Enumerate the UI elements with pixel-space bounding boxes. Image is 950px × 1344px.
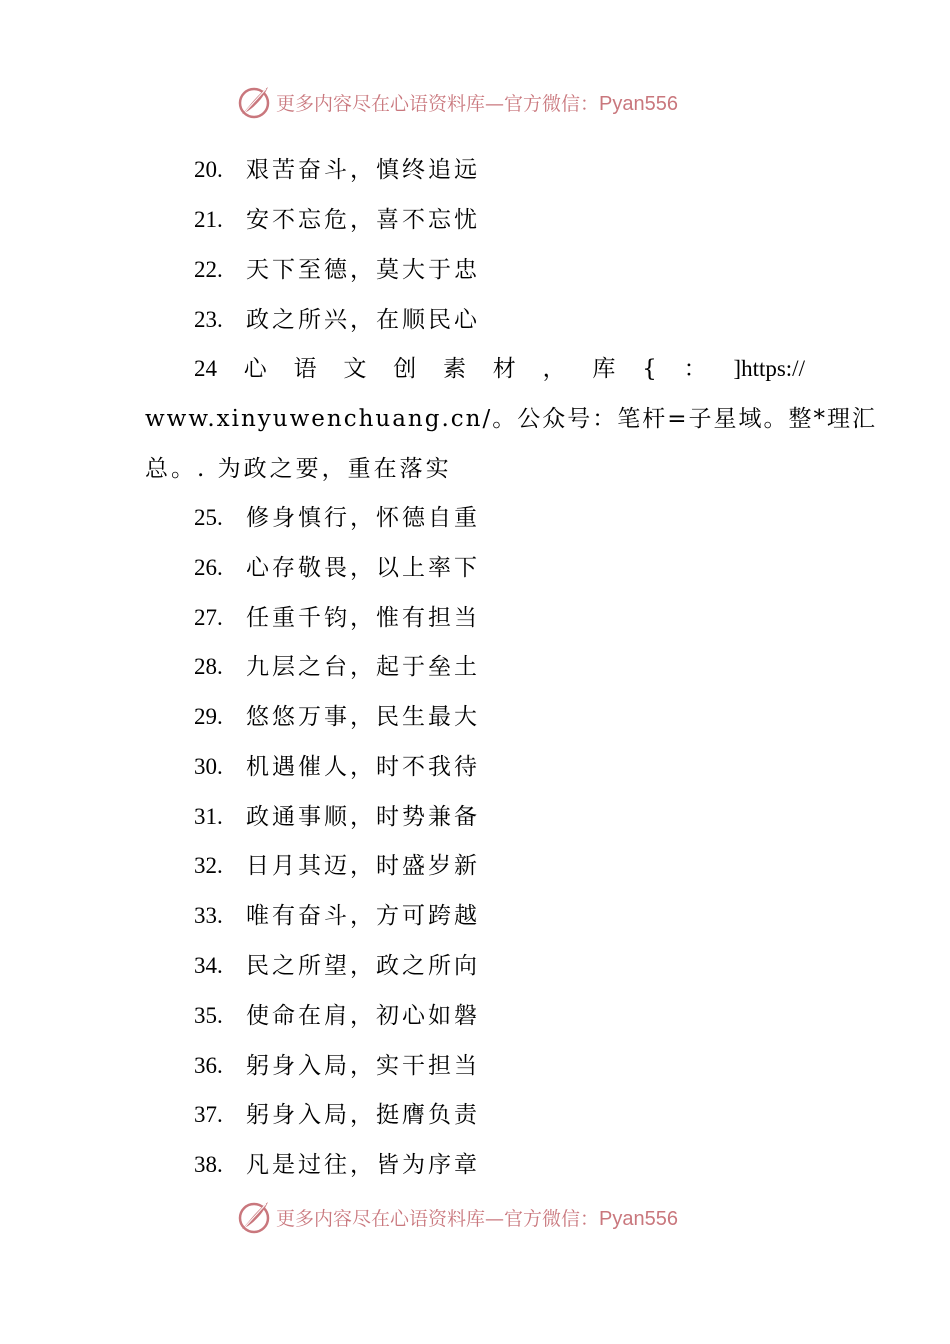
list-item — [194, 951, 480, 981]
item-text: 机遇催人，时不我待 — [246, 754, 480, 780]
item-text: 躬身入局，实干担当 — [246, 1053, 480, 1079]
item-text: 日月其迈，时盛岁新 — [246, 853, 480, 879]
header-banner-text — [276, 89, 678, 116]
list-item — [194, 1150, 480, 1180]
item-number: 29. — [194, 704, 223, 729]
item-text: 九层之台，起于垒土 — [246, 654, 480, 680]
item-text: 心存敬畏，以上率下 — [246, 555, 480, 581]
list-item — [194, 553, 480, 583]
item-number: 32. — [194, 853, 223, 878]
item-number: 38. — [194, 1152, 223, 1177]
list-item — [194, 752, 480, 782]
list-item — [194, 1001, 480, 1031]
item-text: 任重千钧，惟有担当 — [246, 605, 480, 631]
para-token: 库 — [592, 356, 616, 382]
para-token: 语 — [293, 356, 317, 382]
para-token: 创 — [393, 356, 417, 382]
footer-banner — [236, 1201, 678, 1239]
item-text: 唯有奋斗，方可跨越 — [246, 903, 480, 929]
list-item — [194, 901, 480, 931]
item-number: 20. — [194, 157, 223, 182]
header-banner — [236, 82, 678, 122]
para-token: { — [642, 356, 657, 382]
item-number: 27. — [194, 605, 223, 630]
item-number: 33. — [194, 903, 223, 928]
header-wechat-id: Pyan556 — [599, 92, 678, 115]
item-number: 23. — [194, 307, 223, 332]
item-number: 36. — [194, 1053, 223, 1078]
item-number: 35. — [194, 1003, 223, 1028]
item-text: 安不忘危，喜不忘忧 — [246, 207, 480, 233]
item-number: 22. — [194, 257, 223, 282]
footer-wechat-id: Pyan556 — [599, 1207, 678, 1230]
list-item — [194, 155, 480, 185]
quill-pen-icon — [236, 1201, 272, 1235]
item-text: 修身慎行，怀德自重 — [246, 505, 480, 531]
footer-banner-label: 更多内容尽在心语资料库—官方微信： — [276, 1207, 600, 1230]
item-number: 37. — [194, 1102, 223, 1127]
para-token: ： — [683, 356, 707, 382]
item-number: 34. — [194, 953, 223, 978]
list-item — [194, 652, 480, 682]
item-text: 使命在肩，初心如磐 — [246, 1003, 480, 1029]
para-token: 文 — [343, 356, 367, 382]
para-token: 24 — [194, 356, 217, 381]
list-item — [194, 1051, 480, 1081]
item-number: 30. — [194, 754, 223, 779]
list-item — [194, 702, 480, 732]
list-item — [194, 802, 480, 832]
list-item — [194, 503, 480, 533]
item-text: 政之所兴，在顺民心 — [246, 307, 480, 333]
paragraph-line-1 — [145, 344, 805, 394]
list-item — [194, 205, 480, 235]
para-token: 素 — [442, 356, 466, 382]
item-text: 悠悠万事，民生最大 — [246, 704, 480, 730]
item-text: 艰苦奋斗，慎终追远 — [246, 157, 480, 183]
para-token: ， — [542, 356, 566, 382]
list-item — [194, 255, 480, 285]
item-number: 21. — [194, 207, 223, 232]
paragraph-line-2: www.xinyuwenchuang.cn/。公众号：笔杆=子星域。整*理汇 — [145, 406, 877, 432]
para-token-url: ]https:// — [733, 356, 805, 381]
item-text: 政通事顺，时势兼备 — [246, 804, 480, 830]
para-token: 心 — [243, 356, 267, 382]
item-text: 凡是过往，皆为序章 — [246, 1152, 480, 1178]
item-text: 躬身入局，挺膺负责 — [246, 1102, 480, 1128]
header-banner-label: 更多内容尽在心语资料库—官方微信： — [276, 92, 600, 115]
quill-pen-icon — [236, 84, 272, 120]
item-text: 民之所望，政之所向 — [246, 953, 480, 979]
item-number: 31. — [194, 804, 223, 829]
paragraph-24 — [145, 344, 877, 494]
list-item — [194, 305, 480, 335]
para-token: 材 — [492, 356, 516, 382]
list-item — [194, 1100, 480, 1130]
footer-banner-text — [276, 1204, 678, 1231]
list-item — [194, 603, 480, 633]
paragraph-line-3: 总。. 为政之要，重在落实 — [145, 456, 452, 482]
list-item — [194, 851, 480, 881]
item-text: 天下至德，莫大于忠 — [246, 257, 480, 283]
item-number: 25. — [194, 505, 223, 530]
item-number: 26. — [194, 555, 223, 580]
item-number: 28. — [194, 654, 223, 679]
